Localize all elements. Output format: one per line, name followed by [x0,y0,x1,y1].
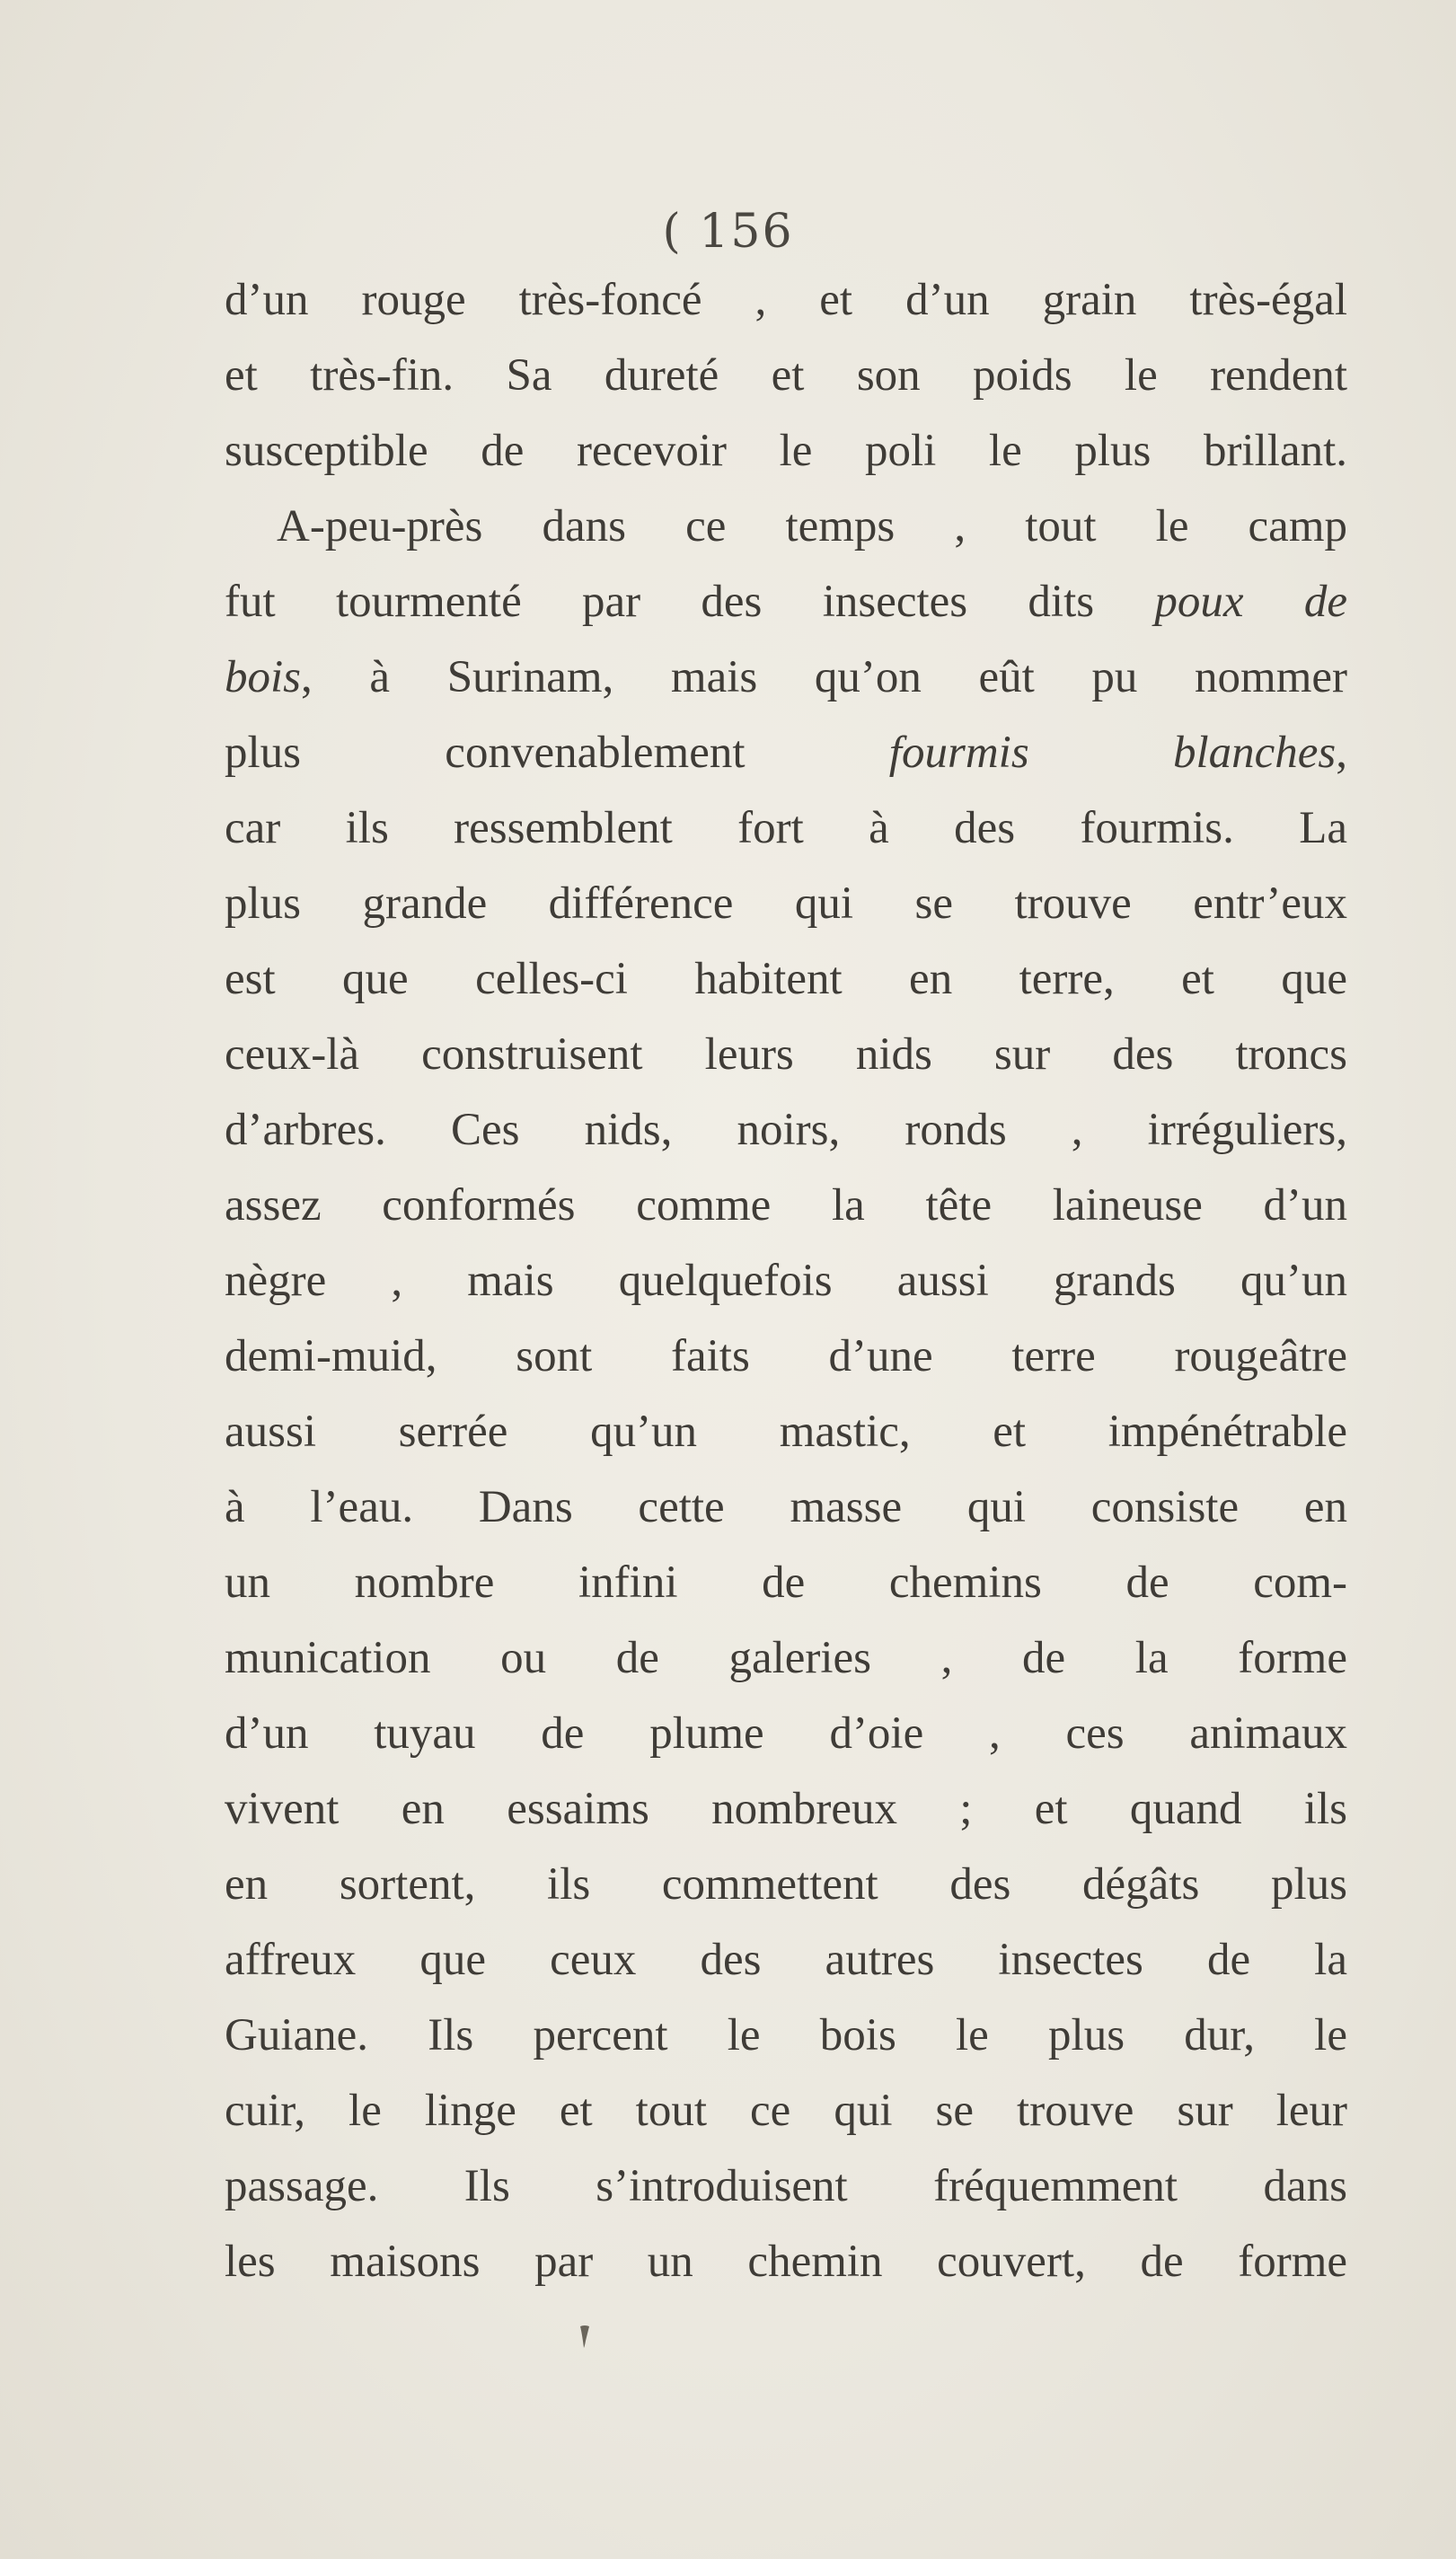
text-line: est que celles-ci habitent en terre, et que [225,954,1347,1004]
text-line: d’arbres. Ces nids, noirs, ronds , irréguliers, [225,1105,1347,1155]
text-line: vivent en essaims nombreux ; et quand ils [225,1784,1347,1834]
punctuation: , [301,652,313,702]
text-line: ceux-là construisent leurs nids sur des troncs [225,1029,1347,1080]
text-line: et très-fin. Sa dureté et son poids le rendent [225,350,1347,401]
text-line: nègre , mais quelquefois aussi grands qu’un [225,1256,1347,1306]
text-line: susceptible de recevoir le poli le plus brillant. [225,426,1347,476]
italic-term: poux de [1154,577,1347,627]
text-line: passage. Ils s’introduisent fréquemment dans [225,2161,1347,2211]
text-line: d’un rouge très-foncé , et d’un grain très-égal [225,275,1347,325]
punctuation: , [1336,728,1347,778]
text-line: car ils ressemblent fort à des fourmis. La [225,803,1347,853]
italic-term: bois [225,652,302,702]
text-line: cuir, le linge et tout ce qui se trouve sur leur [225,2086,1347,2136]
text-line: A-peu-près dans ce temps , tout le camp [277,501,1347,552]
text-line: demi-muid, sont faits d’une terre rougeâtre [225,1331,1347,1381]
text-line: munication ou de galeries , de la forme [225,1633,1347,1683]
text-line: aussi serrée qu’un mastic, et impénétrable [225,1407,1347,1457]
text-segment: à Surinam, mais qu’on eût pu nommer [369,652,1348,702]
text-line: un nombre infini de chemins de com- [225,1557,1347,1608]
text-line: à l’eau. Dans cette masse qui consiste en [225,1482,1347,1532]
text-line: d’un tuyau de plume d’oie , ces animaux [225,1708,1347,1759]
text-line: assez conformés comme la tête laineuse d’un [225,1180,1347,1231]
body-text [225,262,1347,2299]
text-segment: plus convenablement [225,728,746,778]
text-line: les maisons par un chemin couvert, de forme [225,2237,1347,2287]
text-segment: fut tourmenté par des insectes dits [225,577,1095,627]
text-line: Guiane. Ils percent le bois le plus dur, le [225,2010,1347,2060]
text-line: en sortent, ils commettent des dégâts plus [225,1859,1347,1910]
italic-term: fourmis blanches [888,728,1337,778]
text-line: affreux que ceux des autres insectes de la [225,1935,1347,1985]
text-line [225,564,1347,640]
text-line: plus grande différence qui se trouve entr’eux [225,878,1347,929]
text-line [225,715,1347,790]
text-line [225,640,1347,715]
ink-mark-shape [578,2325,591,2350]
page-number: ( 156 [662,205,794,259]
ink-mark-icon [578,2325,591,2350]
